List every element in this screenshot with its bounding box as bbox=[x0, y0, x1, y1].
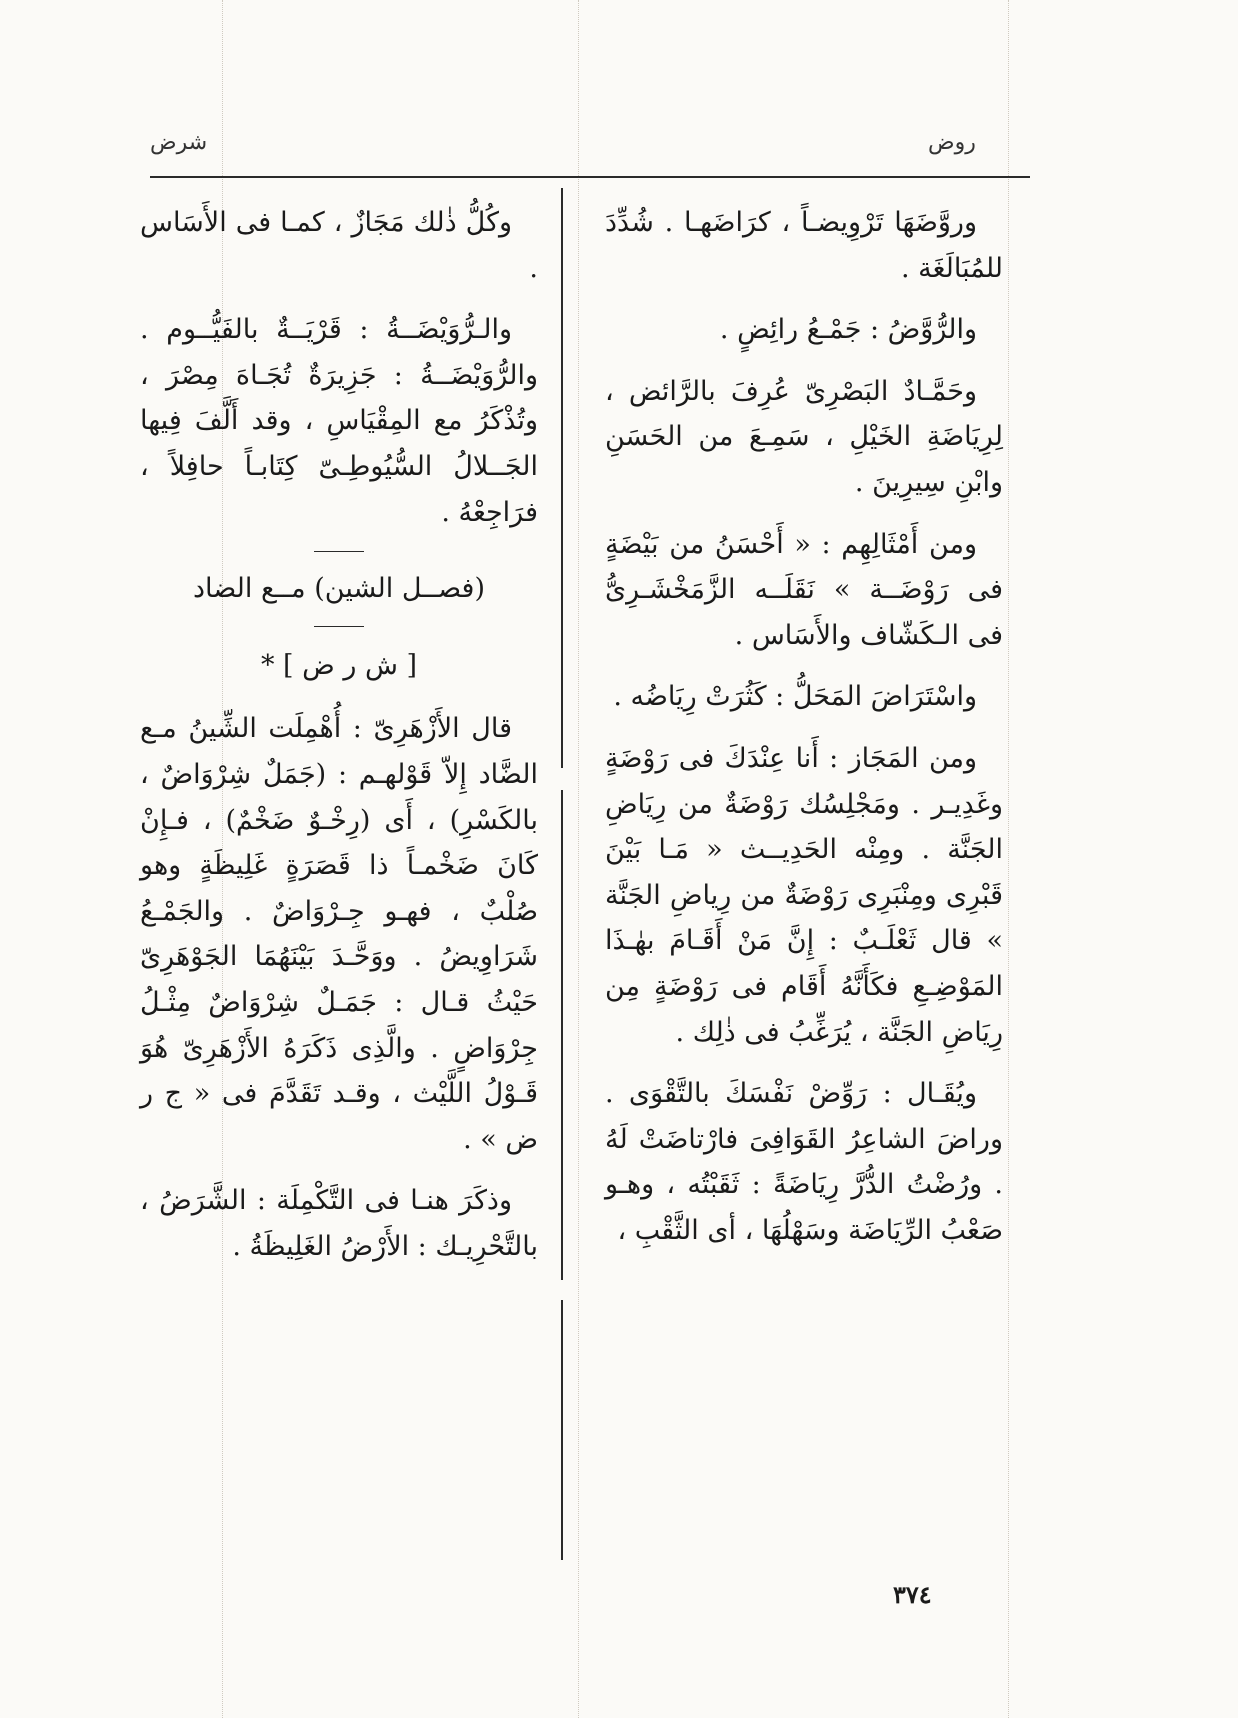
running-head-left: شرض bbox=[150, 130, 208, 155]
column-divider bbox=[561, 790, 563, 1280]
paragraph: وروَّضَهَا تَرْوِيضـاً ، كرَاضَهـا . شُدِّدَ للمُبَالَغَة . bbox=[605, 207, 1003, 284]
paragraph: وذكَرَ هنـا فى التَّكْمِلَة : الشَّرَضُ ، بالتَّحْرِيـك : الأَرْضُ الغَلِيظَةُ . bbox=[140, 1185, 538, 1262]
section-heading: (فصــل الشين) مــع الضاد bbox=[193, 573, 485, 605]
scan-mark bbox=[1008, 0, 1009, 1718]
paragraph: ويُقَـال : رَوِّضْ نَفْسَكَ بالتَّقْوَى . وراضَ الشاعِرُ القَوَافِىَ فارْتاضَتْ لَهُ . ورُضْتُ الدُّرَّ رِيَاضَةً : ثَقَبْتُه ، وهـو صَعْبُ الرِّيَاضَة وسَهْلُهَا ، أى الثَّقْبِ ، bbox=[605, 1078, 1003, 1246]
paragraph: قال الأَزْهَرِىّ : أُهْمِلَت الشِّينُ مـع الضَّاد إِلاّ قَوْلهـم : (جَمَلٌ شِرْوَاضٌ ، بالكَسْرِ) ، أَى (رِخْـوٌ ضَخْمٌ) ، فـإِنْ كَانَ ضَخْمـاً ذا قَصَرَةٍ غَلِيظَةٍ وهو صُلْبٌ ، فهـو جِـرْوَاضٌ . والجَمْـعُ شَرَاوِيضُ . ووَحَّـدَ بَيْنَهُمَا الجَوْهَرِىّ حَيْثُ قـال : جَمَـلٌ شِرْوَاضٌ مِثْـلُ جِرْوَاضٍ . والَّذِى ذَكَرَهُ الأَزْهَرِىّ هُوَ قَـوْلُ اللَّيْث ، وقـد تَقَدَّمَ فى « ج ر ض » . bbox=[140, 713, 538, 1155]
header-rule bbox=[150, 176, 1030, 178]
section-rule bbox=[314, 626, 364, 627]
entry-heading: [ ش ر ض ] * bbox=[260, 649, 418, 681]
paragraph: والـرُّوَيْضَــةُ : قَرْيَــةٌ بالفَيُّــوم . والرُّوَيْضَــةُ : جَزِيرَةٌ تُجَـاهَ مِصْرَ ، وتُذْكَرُ مع المِقْيَاسِ ، وقد أَلَّفَ فِيها الجَــلالُ السُّيُوطِـىّ كِتَابـاً حافِلاً ، فرَاجِعْهُ . bbox=[140, 314, 538, 528]
column-divider bbox=[561, 188, 563, 768]
right-column bbox=[605, 200, 1003, 1269]
paragraph: وحَمَّـادٌ البَصْرِىّ عُرِفَ بالرَّائض ، لِرِيَاضَةِ الخَيْلِ ، سَمِـعَ من الحَسَنِ وابْنِ سِيرِينَ . bbox=[605, 375, 1003, 498]
paragraph: ومن المَجَاز : أَنا عِنْدَكَ فى رَوْضَةٍ وغَدِيـر . ومَجْلِسُك رَوْضَةٌ من رِيَاضِ الجَنَّة . ومِنْه الحَدِيــث « مَـا بَيْنَ قَبْرِى ومِنْبَرِى رَوْضَةٌ من رِياضِ الجَنَّة » قال ثَعْلَـبٌ : إِنَّ مَنْ أَقَـامَ بهٰـذَا المَوْضِـعِ فكَأَنَّهُ أَقَام فى رَوْضَةٍ مِن رِيَاضِ الجَنَّة ، يُرَغِّبُ فى ذٰلِك . bbox=[605, 742, 1003, 1048]
running-head-right: روض bbox=[928, 130, 976, 155]
page-number: ٣٧٤ bbox=[893, 1580, 932, 1609]
paragraph: وكُلُّ ذٰلك مَجَازٌ ، كمـا فى الأَسَاس . bbox=[140, 207, 538, 284]
section-rule bbox=[314, 551, 364, 552]
column-divider bbox=[561, 1300, 563, 1560]
scan-mark bbox=[578, 0, 579, 1718]
left-column bbox=[140, 200, 538, 1285]
paragraph: واسْتَرَاضَ المَحَلُّ : كَثُرَتْ رِيَاضُه . bbox=[613, 681, 977, 713]
paragraph: والرُّوَّضُ : جَمْـعُ رائِضٍ . bbox=[719, 314, 977, 346]
paragraph: ومن أَمْثَالِهِم : « أَحْسَنُ من بَيْضَةٍ فى رَوْضَــة » نَقَلَــه الزَّمَخْشَـرِىُّ فى الـكَشّاف والأَسَاس . bbox=[605, 528, 1003, 651]
